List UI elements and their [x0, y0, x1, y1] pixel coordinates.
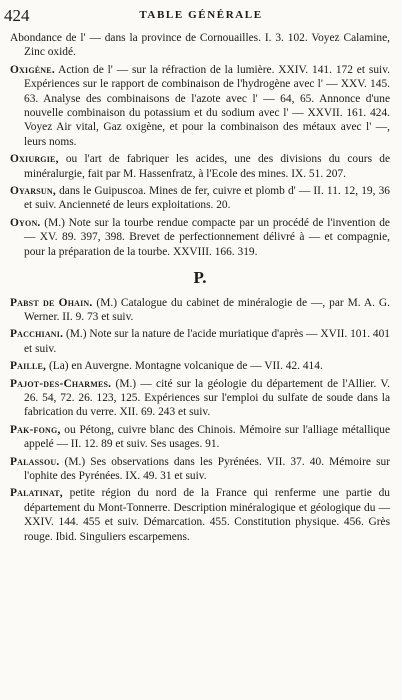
- entry-text: dans le Guipuscoa. Mines de fer, cuivre et plomb d' — II. 11. 12, 19, 36 et suiv. Ancienneté de leurs exploitations. 20.: [24, 185, 390, 212]
- entry-text: (La) en Auvergne. Montagne volcanique de — VII. 42. 414.: [48, 360, 323, 373]
- page-header: [0, 6, 402, 28]
- entry-headword: Palassou.: [10, 455, 60, 468]
- entry-headword: Oyarsun,: [10, 185, 56, 198]
- index-entry: [10, 455, 390, 484]
- entry-headword: Paille,: [10, 360, 47, 373]
- entry-headword: Oxiurgie,: [10, 153, 59, 166]
- entry-headword: Pajot-des-Charmes.: [10, 377, 112, 390]
- index-entry: [10, 359, 390, 373]
- index-entry: [10, 31, 390, 60]
- entry-text: (M.) Note sur la tourbe rendue compacte par un procédé de l'invention de — XV. 89. 397, 398. Brevet de perfectionnement délivré à — et compagnie, pour la préparation de la tourbe. XXVIII. 166. 319.: [24, 216, 390, 258]
- page-number: 424: [4, 6, 30, 25]
- index-entry: [10, 423, 390, 452]
- entry-text: Action de l' — sur la réfraction de la lumière. XXIV. 141. 172 et suiv. Expériences sur le rapport de combinaison de l'hydrogène avec l' — XXV. 145. 63. Analyse des combinaisons de l'azote avec l' — 64, 65. Annonce d'une nouvelle combinaison du potassium et du sodium avec l' — XXVII. 161. 424. Voyez Air vital, Gaz oxigène, et pour la combinaison des métaux avec l' —, leurs noms.: [24, 63, 390, 148]
- entry-text: (M.) Ses observations dans les Pyrénées. VII. 37. 40. Mémoire sur l'ophite des Pyrénées. IX. 49. 31 et suiv.: [24, 455, 390, 482]
- running-title: TABLE GÉNÉRALE: [139, 9, 263, 21]
- entry-text: (M.) Catalogue du cabinet de minéralogie de —, par M. A. G. Werner. II. 9. 73 et suiv.: [24, 296, 391, 323]
- index-entry: [10, 184, 390, 213]
- entry-headword: Pabst de Ohain.: [10, 296, 93, 309]
- index-entry: [10, 63, 390, 149]
- entry-text: (M.) Note sur la nature de l'acide muriatique d'après — XVII. 101. 401 et suiv.: [24, 328, 390, 355]
- entry-headword: Oyon.: [10, 216, 41, 229]
- index-entry: [10, 377, 390, 420]
- index-entry: [10, 216, 390, 259]
- index-entry: [10, 486, 390, 544]
- entry-headword: Pak-fong,: [10, 423, 61, 436]
- entry-headword: Pacchiani.: [10, 328, 64, 341]
- entry-text: petite région du nord de la France qui renferme une partie du département du Mont-Tonnerre. Description minéralogique et géologique du — XXIV. 144. 455 et suiv. Démarcation. 455. Constitution physique. 456. Grès rouge. Ibid. Singuliers escarpemens.: [24, 487, 390, 543]
- index-entry: [10, 296, 390, 325]
- entry-text: ou l'art de fabriquer les acides, une des divisions du cours de minéralurgie, fait par M. Hassenfratz, à l'Ecole des mines. IX. 51. 207.: [24, 153, 390, 180]
- entry-text: Abondance de l' — dans la province de Cornouailles. I. 3. 102. Voyez Calamine, Zinc oxidé.: [10, 32, 390, 59]
- entry-text: (M.) — cité sur la géologie du département de l'Allier. V. 26. 54, 72. 26. 123, 125. Expériences sur l'emploi du sulfate de soude dans la fabrication du verre. XII. 69. 243 et suiv.: [24, 377, 390, 419]
- entry-text: ou Pétong, cuivre blanc des Chinois. Mémoire sur l'alliage métallique appelé — II. 12. 89 et suiv. Ses usages. 91.: [24, 423, 391, 451]
- index-entry: [10, 327, 390, 356]
- entry-headword: Palatinat,: [10, 487, 63, 500]
- section-letter: P.: [193, 268, 207, 288]
- index-body: [10, 31, 390, 544]
- index-entry: [10, 152, 390, 181]
- entry-headword: Oxigène.: [10, 63, 55, 76]
